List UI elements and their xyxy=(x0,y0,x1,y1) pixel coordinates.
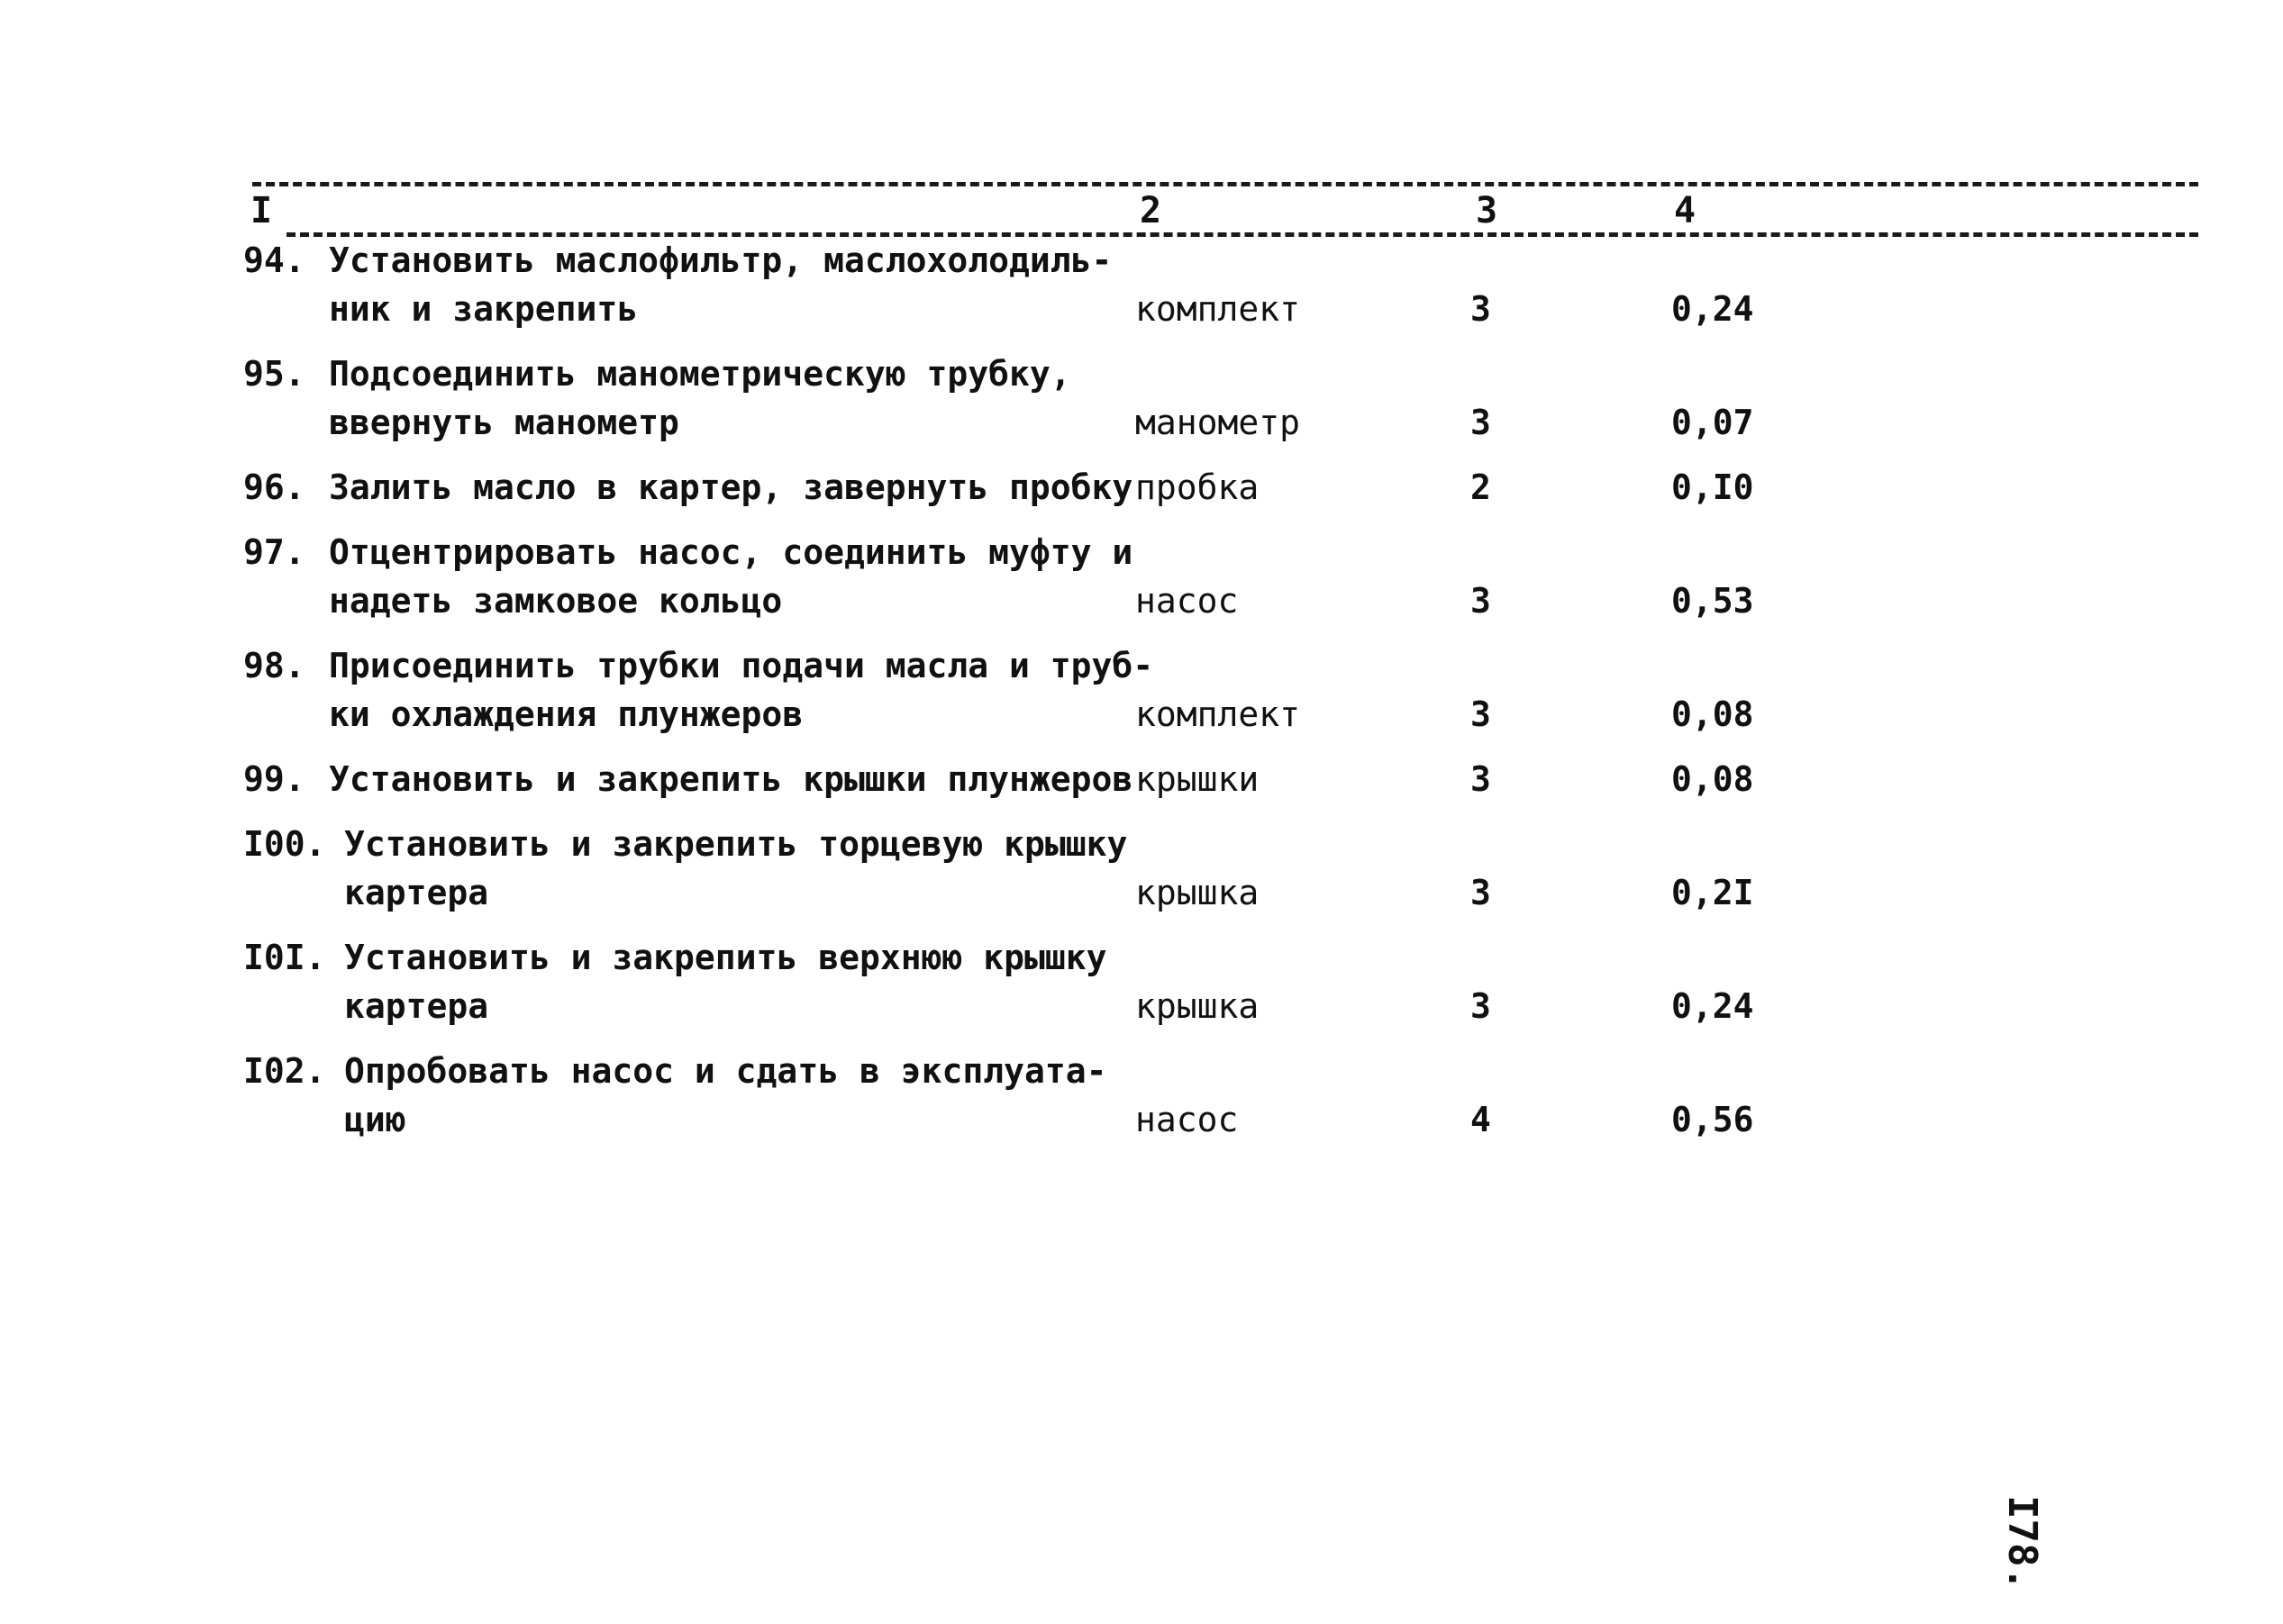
row-number: 95. xyxy=(243,354,305,394)
row-description-line-1: Установить и закрепить торцевую крышку xyxy=(344,824,1128,864)
row-description-line-2: ввернуть манометр xyxy=(329,403,679,442)
row-description-line-1: Установить и закрепить верхнюю крышку xyxy=(344,938,1107,977)
row-time: 0,56 xyxy=(1671,1100,1754,1139)
row-unit: комплект xyxy=(1135,289,1301,329)
row-description-line-2: ки охлаждения плунжеров xyxy=(329,694,804,734)
table-row xyxy=(243,463,1865,528)
row-description-line-1: Присоединить трубки подачи масла и труб- xyxy=(329,646,1154,685)
row-description-line-2: надеть замковое кольцо xyxy=(329,581,783,621)
table-row xyxy=(243,820,1865,933)
row-unit: крышки xyxy=(1135,759,1260,799)
page-number: I78. xyxy=(1999,1495,2045,1591)
table-row xyxy=(243,236,1865,349)
row-time: 0,24 xyxy=(1671,986,1754,1026)
row-number: I0I. xyxy=(243,938,326,977)
row-unit: манометр xyxy=(1135,403,1301,442)
row-time: 0,I0 xyxy=(1671,467,1754,507)
column-header-3: 3 xyxy=(1476,190,1498,231)
table-row xyxy=(243,528,1865,641)
table-row xyxy=(243,1047,1865,1160)
row-time: 0,08 xyxy=(1671,759,1754,799)
row-description-line-1: Установить маслофильтр, маслохолодиль- xyxy=(329,240,1113,280)
table-row xyxy=(243,349,1865,463)
row-time: 0,2I xyxy=(1671,873,1754,912)
row-description-line-1: Установить и закрепить крышки плунжеров xyxy=(329,759,1133,799)
row-number: I02. xyxy=(243,1051,326,1091)
row-unit: пробка xyxy=(1135,467,1260,507)
row-description-line-2: картера xyxy=(344,873,489,912)
row-time: 0,24 xyxy=(1671,289,1754,329)
row-unit: насос xyxy=(1135,581,1239,621)
row-count: 3 xyxy=(1470,759,1491,799)
row-count: 2 xyxy=(1470,467,1491,507)
row-number: 96. xyxy=(243,467,305,507)
row-count: 4 xyxy=(1470,1100,1491,1139)
column-header-2: 2 xyxy=(1140,190,1162,231)
row-number: 99. xyxy=(243,759,305,799)
row-number: 97. xyxy=(243,532,305,572)
row-description-line-1: Подсоединить манометрическую трубку, xyxy=(329,354,1071,394)
column-header-1: I xyxy=(250,190,273,231)
operations-table xyxy=(243,236,1865,1160)
row-description-line-1: Отцентрировать насос, соединить муфту и xyxy=(329,532,1133,572)
row-description-line-2: ник и закрепить xyxy=(329,289,639,329)
row-count: 3 xyxy=(1470,694,1491,734)
row-unit: комплект xyxy=(1135,694,1301,734)
row-time: 0,53 xyxy=(1671,581,1754,621)
row-count: 3 xyxy=(1470,289,1491,329)
table-row xyxy=(243,933,1865,1047)
row-count: 3 xyxy=(1470,581,1491,621)
table-row xyxy=(243,755,1865,820)
row-number: 94. xyxy=(243,240,305,280)
row-count: 3 xyxy=(1470,986,1491,1026)
row-number: 98. xyxy=(243,646,305,685)
table-top-rule xyxy=(252,182,2198,186)
row-description-line-1: Залить масло в картер, завернуть пробку xyxy=(329,467,1133,507)
row-unit: крышка xyxy=(1135,986,1260,1026)
row-count: 3 xyxy=(1470,403,1491,442)
row-count: 3 xyxy=(1470,873,1491,912)
row-number: I00. xyxy=(243,824,326,864)
row-time: 0,07 xyxy=(1671,403,1754,442)
table-row xyxy=(243,641,1865,755)
column-header-4: 4 xyxy=(1674,190,1696,231)
row-description-line-2: цию xyxy=(344,1100,406,1139)
row-time: 0,08 xyxy=(1671,694,1754,734)
row-description-line-1: Опробовать насос и сдать в эксплуата- xyxy=(344,1051,1107,1091)
row-unit: насос xyxy=(1135,1100,1239,1139)
row-description-line-2: картера xyxy=(344,986,489,1026)
row-unit: крышка xyxy=(1135,873,1260,912)
